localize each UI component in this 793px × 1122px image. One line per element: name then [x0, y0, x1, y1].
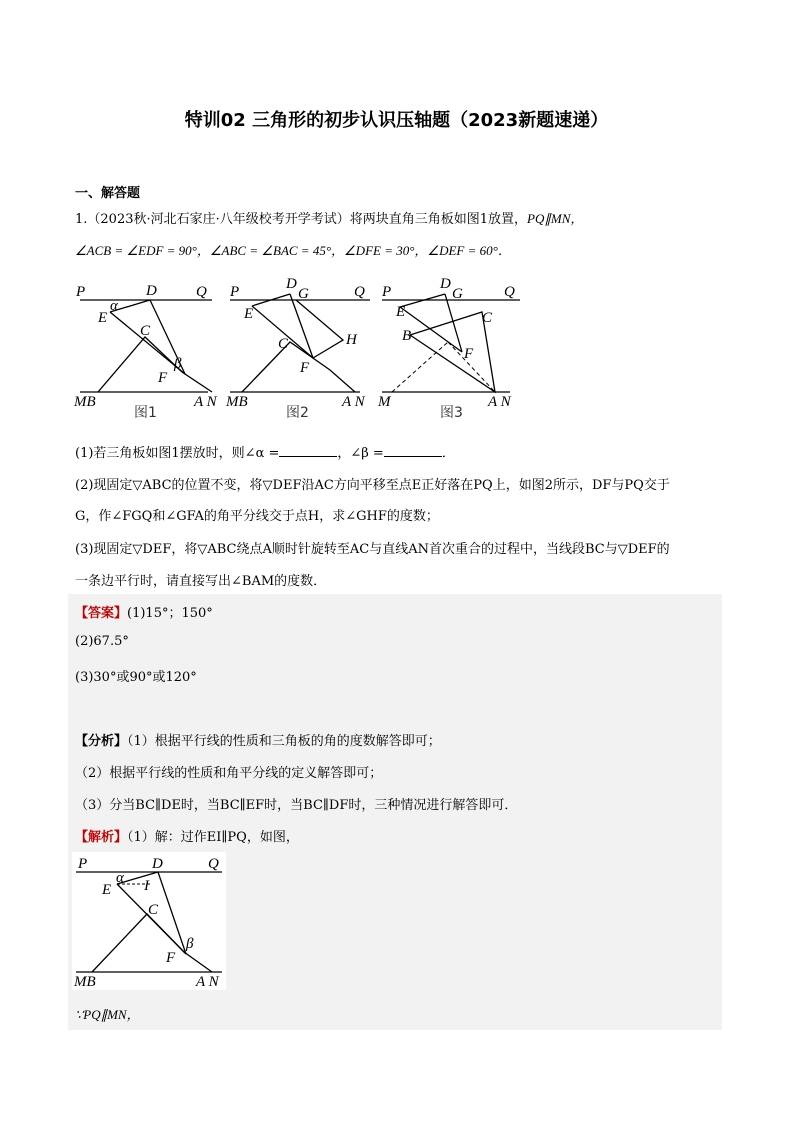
label-F-fig3: F [464, 346, 474, 362]
label-AN-fig3: A N [488, 394, 511, 410]
label-E-fig3: E [396, 304, 406, 320]
label-Q-fig3: Q [504, 284, 515, 300]
label-F-fig1: F [158, 370, 168, 386]
label-P-fig2: P [230, 284, 240, 300]
label-B-fig3: B [402, 328, 412, 344]
label-AN-fig2: A N [342, 394, 365, 410]
label-C-fig1: C [140, 323, 151, 339]
caption-fig3: 图3 [440, 405, 463, 421]
label-E-fig1: E [98, 310, 108, 326]
label-C-fig3: C [482, 310, 493, 326]
page-title: 特训02 三角形的初步认识压轴题（2023新题速递） [184, 110, 609, 131]
solution-line-2: ∵PQ∥MN， [75, 1007, 140, 1022]
question-3-line-2: 一条边平行时，请直接写出∠BAM的度数． [75, 574, 327, 589]
label-Q-fig2: Q [354, 284, 365, 300]
label-Q-sol: Q [208, 856, 219, 872]
answer-blank-beta[interactable] [384, 445, 442, 457]
label-F-fig2: F [300, 360, 310, 376]
label-MB-sol: MB [74, 974, 96, 990]
label-E-sol: E [102, 882, 112, 898]
label-M-fig3: M [378, 394, 391, 410]
label-P-sol: P [78, 856, 88, 872]
label-C-fig2: C [278, 336, 289, 352]
question-1: (1)若三角板如图1摆放时，则∠α = ，∠β = ． [75, 446, 455, 461]
label-alpha-sol: α [116, 870, 124, 886]
problem-line-2: ∠ACB = ∠EDF = 90°，∠ABC = ∠BAC = 45°，∠DFE = 30°，∠DEF = 60°． [75, 243, 511, 258]
solution-figure [72, 852, 226, 990]
answer-line-2: (2)67.5° [75, 634, 129, 649]
label-AN-sol: A N [196, 974, 219, 990]
question-3-line-1: (3)现固定▽DEF，将▽ABC绕点A顺时针旋转至AC与直线AN首次重合的过程中，当线段BC与▽DEF的 [75, 542, 670, 557]
label-I-sol: I [144, 878, 149, 894]
label-MB-fig2: MB [226, 394, 248, 410]
label-D-fig3: D [440, 276, 451, 292]
label-P-fig1: P [76, 284, 86, 300]
analysis-line-2: （2）根据平行线的性质和角平分线的定义解答即可； [75, 766, 383, 781]
solution-line-1: 【解析】（1）解：过作EI∥PQ，如图， [75, 830, 299, 845]
label-E-fig2: E [244, 306, 254, 322]
problem-figures [70, 272, 530, 422]
answer-line-1: 【答案】(1)15°；150° [75, 606, 213, 621]
label-F-sol: F [166, 950, 176, 966]
label-P-fig3: P [382, 284, 392, 300]
caption-fig2: 图2 [286, 405, 309, 421]
label-H-fig2: H [346, 332, 357, 348]
question-2-line-1: (2)现固定▽ABC的位置不变，将▽DEF沿AC方向平移至点E正好落在PQ上，如图2所示，DF与PQ交于 [75, 478, 670, 493]
label-D-sol: D [152, 856, 163, 872]
analysis-line-1: 【分析】（1）根据平行线的性质和三角板的角的度数解答即可； [75, 734, 441, 749]
label-D-fig2: D [286, 276, 297, 292]
problem-line-1: 1.（2023秋·河北石家庄·八年级校考开学考试）将两块直角三角板如图1放置，PQ∥MN， [75, 211, 584, 227]
label-Q-fig1: Q [196, 284, 207, 300]
answer-blank-alpha[interactable] [279, 445, 337, 457]
question-2-line-2: G，作∠FGQ和∠GFA的角平分线交于点H，求∠GHF的度数； [75, 509, 439, 524]
section-heading: 一、解答题 [75, 186, 141, 201]
label-D-fig1: D [146, 283, 157, 299]
label-G-fig2: G [298, 286, 309, 302]
label-alpha-fig1: α [110, 298, 118, 314]
label-beta-sol: β [186, 936, 194, 952]
analysis-line-3: （3）分当BC∥DE时，当BC∥EF时，当BC∥DF时，三种情况进行解答即可． [75, 798, 518, 813]
answer-line-3: (3)30°或90°或120° [75, 670, 197, 685]
label-C-sol: C [148, 902, 159, 918]
label-MB-fig1: MB [74, 394, 96, 410]
label-beta-fig1: β [174, 356, 182, 372]
caption-fig1: 图1 [134, 405, 157, 421]
label-G-fig3: G [452, 286, 463, 302]
label-AN-fig1: A N [194, 394, 217, 410]
